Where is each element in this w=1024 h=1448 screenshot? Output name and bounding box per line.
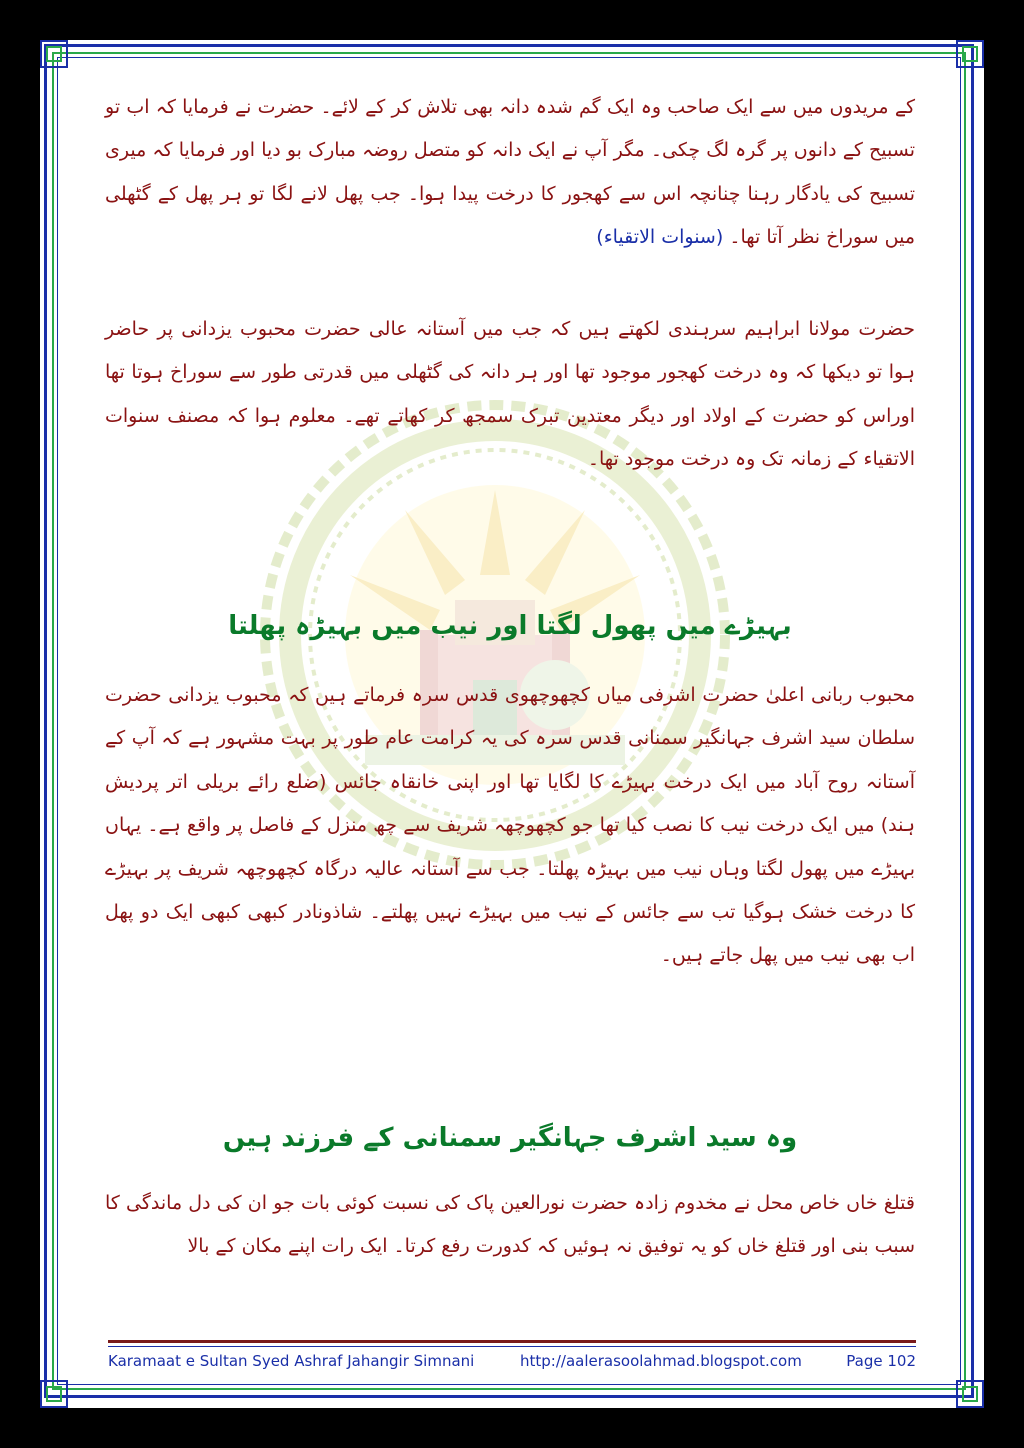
paragraph-4: قتلغ خاں خاص محل نے مخدوم زادہ حضرت نورالعین پاک کی نسبت کوئی بات جو ان کی دل ماندگی کا سبب بنی اور قتلغ خاں کو یہ توفیق نہ ہوئیں کہ کدورت رفع کرتا۔ ایک رات اپنے مکان کے بالا (105, 1192, 915, 1258)
section-heading-1: بہیڑے میں پھول لگتا اور نیب میں بہیڑہ پھلتا (228, 611, 792, 641)
section-heading-2: وہ سید اشرف جہانگیر سمنانی کے فرزند ہیں (222, 1123, 798, 1153)
corner-ornament-bottom-right (956, 1380, 984, 1408)
paragraph-1-text: کے مریدوں میں سے ایک صاحب وہ ایک گم شدہ دانہ بھی تلاش کر کے لائے۔ حضرت نے فرمایا کہ اب تو تسبیح کے دانوں پر گرہ لگ چکی۔ مگر آپ نے ایک دانہ کو متصل روضہ مبارک بو دیا اور فرمایا کہ میری تسبیح کی یادگار رہنا چنانچہ اس سے کھجور کا درخت پیدا ہوا۔ جب پھل لانے لگا تو ہر پھل کے گٹھلی میں سوراخ نظر آتا تھا۔ (105, 96, 915, 249)
page-footer (108, 1350, 916, 1376)
footer-divider-thick (108, 1340, 916, 1343)
corner-ornament-top-left (40, 40, 68, 68)
footer-page-number: Page 102 (846, 1352, 916, 1370)
paragraph-1 (105, 86, 915, 260)
footer-url-link[interactable]: http://aalerasoolahmad.blogspot.com (520, 1352, 802, 1370)
corner-ornament-bottom-left (40, 1380, 68, 1408)
footer-book-title: Karamaat e Sultan Syed Ashraf Jahangir Simnani (108, 1352, 475, 1370)
paragraph-2: حضرت مولانا ابراہیم سرہندی لکھتے ہیں کہ جب میں آستانہ عالی حضرت محبوب یزدانی پر حاضر ہوا تو دیکھا کہ وہ درخت کھجور موجود تھا اور ہر دانہ کی گٹھلی میں قدرتی طور سے سوراخ ہوتا تھا اوراس کو حضرت کے اولاد اور دیگر معتدین تبرک سمجھ کر کھاتے تھے۔ معلوم ہوا کہ مصنف سنوات الاتقیاء کے زمانہ تک وہ درخت موجود تھا۔ (105, 318, 915, 471)
paragraph-3: محبوب ربانی اعلیٰ حضرت اشرفی میاں کچھوچھوی قدس سرہ فرماتے ہیں کہ محبوب یزدانی حضرت سلطان سید اشرف جہانگیر سمنانی قدس سرہ کی یہ کرامت عام طور پر بہت مشہور ہے کہ آپ کے آستانہ روح آباد میں ایک درخت بہیڑے کا لگایا تھا اور اپنی خانقاہ جائس (ضلع رائے بریلی اتر پردیش ہند) میں ایک درخت نیب کا نصب کیا تھا جو کچھوچھہ شریف سے چھ منزل کے فاصل پر واقع ہے۔ یہاں بہیڑے میں پھول لگتا وہاں نیب میں بہیڑہ پھلتا۔ جب سے آستانہ عالیہ درگاہ کچھوچھہ شریف پر بہیڑے کا درخت خشک ہوگیا تب سے جائس کے نیب میں بہیڑے نہیں پھلتے۔ شاذونادر کبھی کبھی ایک دو پھل اب بھی نیب میں پھل جاتے ہیں۔ (105, 684, 915, 967)
corner-ornament-top-right (956, 40, 984, 68)
paragraph-1-reference: (سنوات الاتقیاء) (596, 226, 724, 249)
footer-divider-thin (108, 1346, 916, 1347)
